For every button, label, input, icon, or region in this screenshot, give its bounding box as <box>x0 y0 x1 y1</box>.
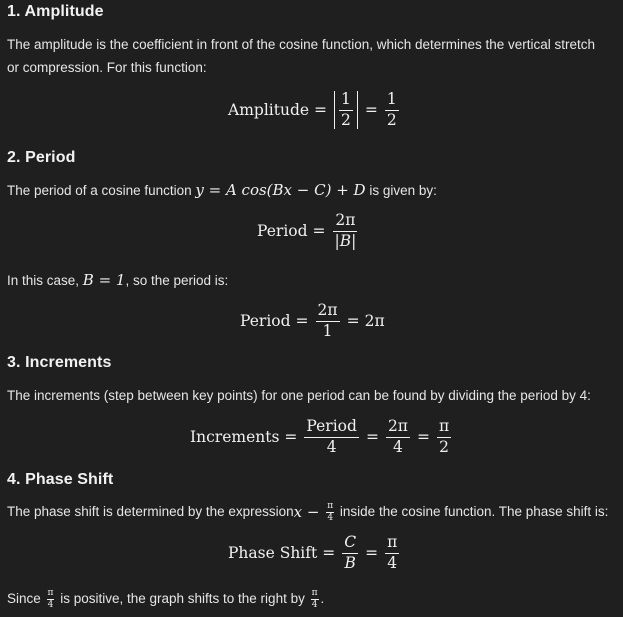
fraction-period-over-4 <box>304 419 359 455</box>
absolute-value <box>334 91 358 129</box>
increments-text: The increments (step between key points) for one period can be found by dividing the period by 4: <box>7 388 591 403</box>
fraction-denominator: 2 <box>341 110 351 129</box>
heading-increments: 3. Increments <box>7 354 112 371</box>
since-fraction-2 <box>311 589 319 610</box>
since-mid: is positive, the graph shifts to the right by <box>56 591 309 606</box>
equals-sign: = <box>284 428 298 446</box>
equals-sign: = <box>314 101 328 119</box>
amplitude-text-line2: or compression. For this function: <box>7 60 207 75</box>
equals-sign: = <box>322 544 336 562</box>
equals-sign: = <box>365 428 379 446</box>
fraction-denominator: 4 <box>327 512 334 523</box>
fraction-2pi-over-4 <box>386 419 410 455</box>
fraction-c-over-b <box>342 535 358 571</box>
fraction-denominator: 1 <box>322 321 333 340</box>
increments-eq-label: Increments <box>190 428 280 446</box>
period-text-pre: The period of a cosine function <box>7 183 196 198</box>
phase-text-post: inside the cosine function. The phase shift is: <box>336 504 609 519</box>
fraction-numerator: Period <box>304 419 359 438</box>
equals-sign: = <box>312 222 326 240</box>
fraction-numerator: 2π <box>333 213 357 232</box>
fraction-denominator: B <box>344 553 356 572</box>
period-text-post: is given by: <box>365 183 437 198</box>
fraction-numerator: 2π <box>316 303 340 322</box>
phase-eq-label: Phase Shift <box>228 544 318 562</box>
since-pre: Since <box>7 591 45 606</box>
heading-period: 2. Period <box>7 149 76 166</box>
case-pre: In this case, <box>7 273 83 288</box>
period-equation-2 <box>240 299 385 343</box>
equals-sign: = <box>295 312 309 330</box>
heading-phase-shift: 4. Phase Shift <box>7 471 114 488</box>
fraction-denominator: 4 <box>393 437 403 456</box>
since-fraction <box>47 589 55 610</box>
fraction-denominator: |B| <box>334 231 357 250</box>
expr-fraction <box>326 502 334 523</box>
expr-op: − <box>302 503 325 521</box>
case-math: B = 1 <box>82 271 126 289</box>
case-post: , so the period is: <box>125 273 229 288</box>
fraction-period <box>333 213 359 249</box>
heading-amplitude: 1. Amplitude <box>7 3 104 20</box>
fraction-denominator: 4 <box>326 437 337 456</box>
fraction-denominator: 2 <box>386 110 397 129</box>
fraction-pi-over-2 <box>437 419 451 455</box>
fraction-denominator: 4 <box>47 599 54 610</box>
fraction-denominator: 4 <box>387 553 398 572</box>
period-formula: y = A cos(Bx − C) + D <box>195 181 366 199</box>
fraction-numerator: 1 <box>339 92 353 111</box>
expr-var: x <box>293 503 303 521</box>
amplitude-eq-label: Amplitude <box>228 101 310 119</box>
period-result: 2π <box>364 312 385 330</box>
phase-shift-equation <box>228 531 401 575</box>
fraction-numerator: 2π <box>386 419 410 438</box>
since-text <box>7 588 324 610</box>
fraction-denominator: 2 <box>439 437 450 456</box>
period-case-text <box>7 269 228 292</box>
increments-equation <box>190 415 453 459</box>
amplitude-equation <box>228 88 401 132</box>
period-text <box>7 179 437 202</box>
equals-sign: = <box>417 428 430 446</box>
phase-shift-text <box>7 501 608 523</box>
amplitude-text-line1: The amplitude is the coefficient in front of the cosine function, which determines the vertical stretch <box>7 37 596 52</box>
fraction-numerator: π <box>47 587 54 598</box>
fraction-numerator: π <box>327 500 334 511</box>
fraction-one-half <box>339 92 353 128</box>
fraction-denominator: 4 <box>311 599 318 610</box>
fraction-pi-over-4 <box>385 535 399 571</box>
fraction-numerator: C <box>342 535 358 554</box>
phase-text-pre: The phase shift is determined by the expression <box>7 504 294 519</box>
fraction-numerator: π <box>311 587 318 598</box>
equals-sign: = <box>346 312 360 330</box>
period-equation <box>257 209 360 253</box>
fraction-result <box>385 92 399 128</box>
since-end: . <box>320 591 325 606</box>
period-eq-label: Period <box>257 222 308 240</box>
fraction-numerator: π <box>385 535 399 554</box>
period-eq2-label: Period <box>240 312 291 330</box>
fraction-numerator: π <box>437 419 451 438</box>
equals-sign: = <box>365 544 379 562</box>
equals-sign: = <box>364 101 378 119</box>
fraction-period-2 <box>316 303 340 339</box>
fraction-numerator: 1 <box>385 92 399 111</box>
